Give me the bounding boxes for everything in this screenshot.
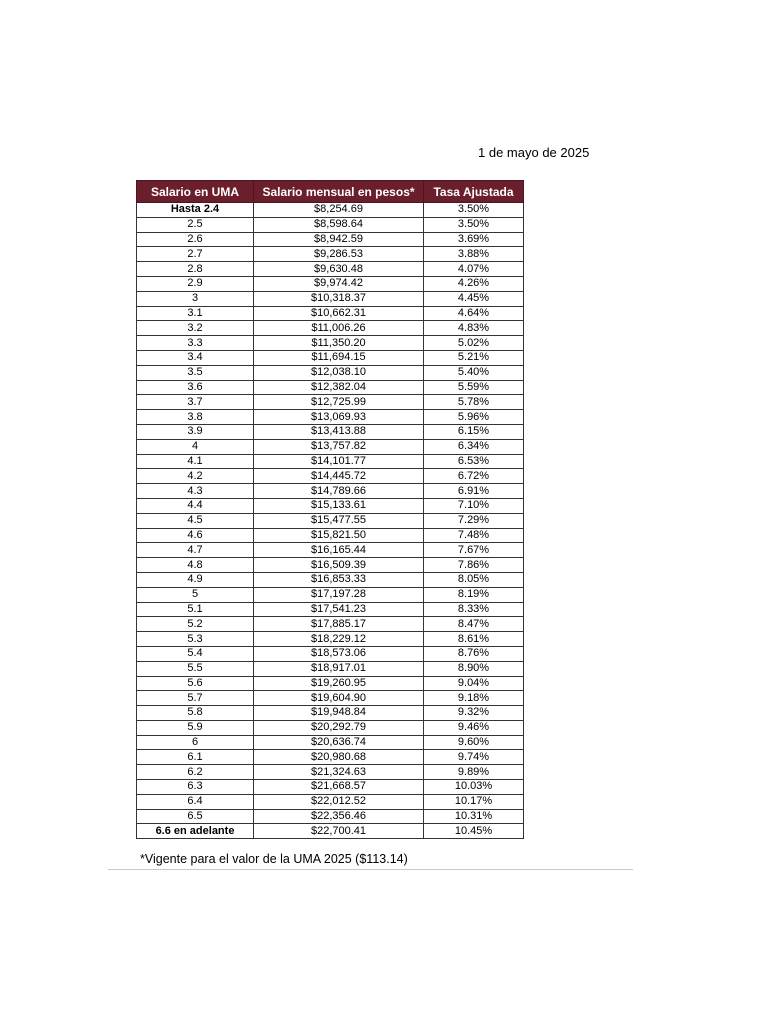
cell-salario-mensual: $11,350.20 bbox=[254, 336, 424, 351]
cell-salario-mensual: $11,006.26 bbox=[254, 321, 424, 336]
cell-salario-uma: 3.2 bbox=[137, 321, 254, 336]
table-row bbox=[137, 824, 524, 839]
cell-salario-uma: 5.1 bbox=[137, 602, 254, 617]
cell-salario-mensual: $14,789.66 bbox=[254, 484, 424, 499]
table-row bbox=[137, 794, 524, 809]
cell-salario-mensual: $13,413.88 bbox=[254, 424, 424, 439]
table-row bbox=[137, 291, 524, 306]
table-row bbox=[137, 395, 524, 410]
table-row bbox=[137, 720, 524, 735]
cell-salario-uma: 4.5 bbox=[137, 513, 254, 528]
cell-tasa-ajustada: 4.26% bbox=[424, 276, 524, 291]
cell-tasa-ajustada: 10.03% bbox=[424, 780, 524, 795]
table-row bbox=[137, 750, 524, 765]
cell-salario-mensual: $15,133.61 bbox=[254, 498, 424, 513]
cell-tasa-ajustada: 8.90% bbox=[424, 661, 524, 676]
cell-salario-uma: 3.3 bbox=[137, 336, 254, 351]
cell-salario-uma: 6.3 bbox=[137, 780, 254, 795]
cell-salario-uma: 5.6 bbox=[137, 676, 254, 691]
cell-tasa-ajustada: 3.88% bbox=[424, 247, 524, 262]
cell-tasa-ajustada: 4.64% bbox=[424, 306, 524, 321]
table-row bbox=[137, 735, 524, 750]
cell-salario-uma: 6.5 bbox=[137, 809, 254, 824]
cell-salario-uma: 5.3 bbox=[137, 632, 254, 647]
column-header-salario-mensual: Salario mensual en pesos* bbox=[254, 181, 424, 203]
table-row bbox=[137, 350, 524, 365]
cell-tasa-ajustada: 8.33% bbox=[424, 602, 524, 617]
cell-salario-mensual: $16,509.39 bbox=[254, 558, 424, 573]
cell-tasa-ajustada: 7.48% bbox=[424, 528, 524, 543]
table-row bbox=[137, 380, 524, 395]
cell-tasa-ajustada: 9.60% bbox=[424, 735, 524, 750]
table-row bbox=[137, 217, 524, 232]
cell-tasa-ajustada: 6.91% bbox=[424, 484, 524, 499]
cell-salario-mensual: $15,477.55 bbox=[254, 513, 424, 528]
cell-salario-uma: 4.3 bbox=[137, 484, 254, 499]
cell-salario-mensual: $14,445.72 bbox=[254, 469, 424, 484]
table-row bbox=[137, 203, 524, 218]
cell-salario-mensual: $8,598.64 bbox=[254, 217, 424, 232]
table-row bbox=[137, 765, 524, 780]
table-row bbox=[137, 780, 524, 795]
cell-tasa-ajustada: 9.18% bbox=[424, 691, 524, 706]
cell-salario-mensual: $9,974.42 bbox=[254, 276, 424, 291]
table-row bbox=[137, 454, 524, 469]
cell-salario-mensual: $8,254.69 bbox=[254, 203, 424, 218]
table-row bbox=[137, 498, 524, 513]
cell-tasa-ajustada: 9.46% bbox=[424, 720, 524, 735]
cell-salario-uma: 4.6 bbox=[137, 528, 254, 543]
cell-tasa-ajustada: 7.10% bbox=[424, 498, 524, 513]
cell-salario-mensual: $10,318.37 bbox=[254, 291, 424, 306]
table-row bbox=[137, 336, 524, 351]
cell-salario-uma: 2.8 bbox=[137, 262, 254, 277]
table-row bbox=[137, 572, 524, 587]
cell-tasa-ajustada: 9.74% bbox=[424, 750, 524, 765]
cell-salario-mensual: $12,382.04 bbox=[254, 380, 424, 395]
table-row bbox=[137, 661, 524, 676]
date-label: 1 de mayo de 2025 bbox=[478, 145, 590, 160]
cell-salario-uma: 5.8 bbox=[137, 706, 254, 721]
cell-tasa-ajustada: 8.76% bbox=[424, 646, 524, 661]
table-header-row bbox=[137, 181, 524, 203]
table-row bbox=[137, 321, 524, 336]
cell-tasa-ajustada: 9.04% bbox=[424, 676, 524, 691]
cell-salario-mensual: $18,573.06 bbox=[254, 646, 424, 661]
cell-tasa-ajustada: 6.72% bbox=[424, 469, 524, 484]
cell-salario-uma: 6.4 bbox=[137, 794, 254, 809]
cell-salario-uma: 3.4 bbox=[137, 350, 254, 365]
table-row bbox=[137, 484, 524, 499]
cell-salario-uma: 2.7 bbox=[137, 247, 254, 262]
cell-salario-mensual: $9,286.53 bbox=[254, 247, 424, 262]
table-row bbox=[137, 410, 524, 425]
cell-salario-mensual: $14,101.77 bbox=[254, 454, 424, 469]
cell-salario-uma: 3 bbox=[137, 291, 254, 306]
cell-salario-mensual: $17,885.17 bbox=[254, 617, 424, 632]
table-row bbox=[137, 587, 524, 602]
cell-salario-mensual: $12,725.99 bbox=[254, 395, 424, 410]
cell-salario-uma: 6.1 bbox=[137, 750, 254, 765]
table-row bbox=[137, 469, 524, 484]
cell-salario-uma: 5.2 bbox=[137, 617, 254, 632]
cell-tasa-ajustada: 8.05% bbox=[424, 572, 524, 587]
cell-salario-mensual: $13,069.93 bbox=[254, 410, 424, 425]
table-row bbox=[137, 706, 524, 721]
cell-salario-mensual: $19,260.95 bbox=[254, 676, 424, 691]
cell-tasa-ajustada: 8.19% bbox=[424, 587, 524, 602]
cell-salario-mensual: $19,948.84 bbox=[254, 706, 424, 721]
cell-tasa-ajustada: 6.15% bbox=[424, 424, 524, 439]
cell-salario-uma: 2.5 bbox=[137, 217, 254, 232]
table-row bbox=[137, 691, 524, 706]
cell-tasa-ajustada: 7.86% bbox=[424, 558, 524, 573]
cell-salario-mensual: $16,165.44 bbox=[254, 543, 424, 558]
footnote: *Vigente para el valor de la UMA 2025 ($113.14) bbox=[140, 852, 408, 866]
cell-salario-uma: 4.8 bbox=[137, 558, 254, 573]
cell-tasa-ajustada: 7.29% bbox=[424, 513, 524, 528]
cell-salario-mensual: $17,541.23 bbox=[254, 602, 424, 617]
cell-tasa-ajustada: 5.59% bbox=[424, 380, 524, 395]
cell-salario-uma: 4.7 bbox=[137, 543, 254, 558]
cell-salario-uma: 4 bbox=[137, 439, 254, 454]
cell-tasa-ajustada: 5.78% bbox=[424, 395, 524, 410]
cell-salario-uma: 3.9 bbox=[137, 424, 254, 439]
table-row bbox=[137, 602, 524, 617]
cell-salario-mensual: $12,038.10 bbox=[254, 365, 424, 380]
column-header-tasa-ajustada: Tasa Ajustada bbox=[424, 181, 524, 203]
table-row bbox=[137, 617, 524, 632]
cell-salario-uma: 6.6 en adelante bbox=[137, 824, 254, 839]
cell-tasa-ajustada: 8.61% bbox=[424, 632, 524, 647]
cell-salario-uma: 3.6 bbox=[137, 380, 254, 395]
cell-salario-uma: 6.2 bbox=[137, 765, 254, 780]
cell-salario-mensual: $20,980.68 bbox=[254, 750, 424, 765]
cell-tasa-ajustada: 9.32% bbox=[424, 706, 524, 721]
table-row bbox=[137, 232, 524, 247]
cell-salario-uma: 4.2 bbox=[137, 469, 254, 484]
divider bbox=[108, 869, 633, 870]
cell-salario-uma: 5.5 bbox=[137, 661, 254, 676]
cell-tasa-ajustada: 10.17% bbox=[424, 794, 524, 809]
cell-salario-uma: Hasta 2.4 bbox=[137, 203, 254, 218]
table-row bbox=[137, 365, 524, 380]
cell-tasa-ajustada: 7.67% bbox=[424, 543, 524, 558]
cell-tasa-ajustada: 3.50% bbox=[424, 217, 524, 232]
cell-salario-mensual: $10,662.31 bbox=[254, 306, 424, 321]
cell-tasa-ajustada: 5.02% bbox=[424, 336, 524, 351]
cell-tasa-ajustada: 8.47% bbox=[424, 617, 524, 632]
cell-salario-uma: 2.6 bbox=[137, 232, 254, 247]
cell-salario-mensual: $17,197.28 bbox=[254, 587, 424, 602]
cell-tasa-ajustada: 5.21% bbox=[424, 350, 524, 365]
cell-salario-mensual: $20,636.74 bbox=[254, 735, 424, 750]
cell-salario-uma: 4.9 bbox=[137, 572, 254, 587]
cell-salario-mensual: $18,917.01 bbox=[254, 661, 424, 676]
table-row bbox=[137, 646, 524, 661]
cell-tasa-ajustada: 5.40% bbox=[424, 365, 524, 380]
cell-salario-uma: 4.4 bbox=[137, 498, 254, 513]
cell-tasa-ajustada: 9.89% bbox=[424, 765, 524, 780]
rate-table bbox=[136, 180, 524, 839]
table-row bbox=[137, 306, 524, 321]
cell-salario-mensual: $20,292.79 bbox=[254, 720, 424, 735]
cell-salario-uma: 5.4 bbox=[137, 646, 254, 661]
table-row bbox=[137, 676, 524, 691]
cell-tasa-ajustada: 10.31% bbox=[424, 809, 524, 824]
column-header-salario-uma: Salario en UMA bbox=[137, 181, 254, 203]
table-row bbox=[137, 513, 524, 528]
table-row bbox=[137, 528, 524, 543]
cell-tasa-ajustada: 3.50% bbox=[424, 203, 524, 218]
cell-tasa-ajustada: 4.07% bbox=[424, 262, 524, 277]
table-body bbox=[137, 203, 524, 839]
cell-tasa-ajustada: 3.69% bbox=[424, 232, 524, 247]
table-row bbox=[137, 262, 524, 277]
cell-salario-mensual: $11,694.15 bbox=[254, 350, 424, 365]
cell-tasa-ajustada: 5.96% bbox=[424, 410, 524, 425]
table-row bbox=[137, 276, 524, 291]
cell-salario-uma: 5.9 bbox=[137, 720, 254, 735]
cell-salario-uma: 2.9 bbox=[137, 276, 254, 291]
table-row bbox=[137, 247, 524, 262]
table-row bbox=[137, 424, 524, 439]
cell-tasa-ajustada: 10.45% bbox=[424, 824, 524, 839]
cell-salario-uma: 3.7 bbox=[137, 395, 254, 410]
table-row bbox=[137, 543, 524, 558]
cell-salario-uma: 3.8 bbox=[137, 410, 254, 425]
cell-tasa-ajustada: 4.45% bbox=[424, 291, 524, 306]
cell-salario-mensual: $22,356.46 bbox=[254, 809, 424, 824]
cell-salario-mensual: $18,229.12 bbox=[254, 632, 424, 647]
cell-salario-mensual: $9,630.48 bbox=[254, 262, 424, 277]
cell-salario-uma: 4.1 bbox=[137, 454, 254, 469]
cell-salario-mensual: $22,700.41 bbox=[254, 824, 424, 839]
cell-tasa-ajustada: 6.53% bbox=[424, 454, 524, 469]
cell-salario-uma: 6 bbox=[137, 735, 254, 750]
cell-salario-mensual: $16,853.33 bbox=[254, 572, 424, 587]
cell-salario-mensual: $19,604.90 bbox=[254, 691, 424, 706]
table-row bbox=[137, 632, 524, 647]
cell-salario-uma: 3.5 bbox=[137, 365, 254, 380]
cell-tasa-ajustada: 6.34% bbox=[424, 439, 524, 454]
table-row bbox=[137, 558, 524, 573]
cell-salario-uma: 3.1 bbox=[137, 306, 254, 321]
cell-salario-uma: 5.7 bbox=[137, 691, 254, 706]
table-row bbox=[137, 809, 524, 824]
cell-salario-mensual: $15,821.50 bbox=[254, 528, 424, 543]
cell-salario-mensual: $21,668.57 bbox=[254, 780, 424, 795]
table-row bbox=[137, 439, 524, 454]
cell-salario-mensual: $13,757.82 bbox=[254, 439, 424, 454]
cell-salario-mensual: $21,324.63 bbox=[254, 765, 424, 780]
cell-salario-uma: 5 bbox=[137, 587, 254, 602]
cell-salario-mensual: $8,942.59 bbox=[254, 232, 424, 247]
cell-tasa-ajustada: 4.83% bbox=[424, 321, 524, 336]
cell-salario-mensual: $22,012.52 bbox=[254, 794, 424, 809]
